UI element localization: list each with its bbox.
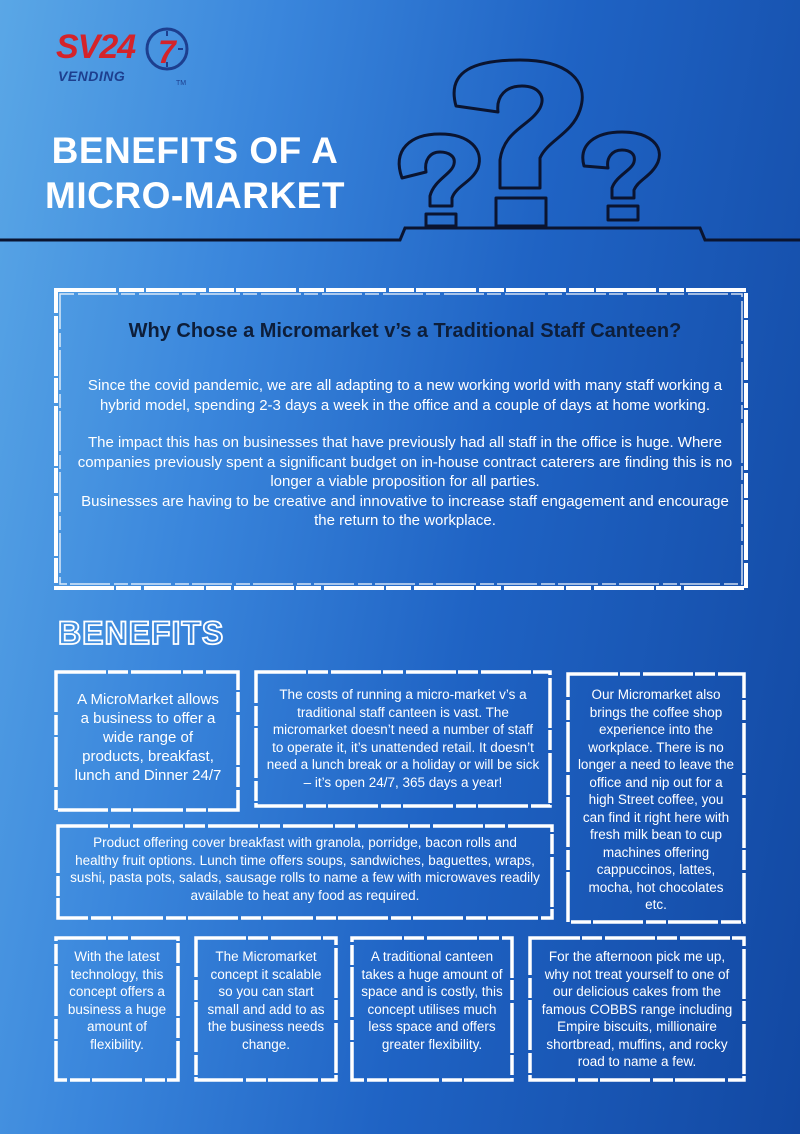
benefit-text-6: The Micromarket concept it scalable so you can start small and add to as the business needs change. [207, 949, 325, 1052]
benefit-text-7: A traditional canteen takes a huge amount of space and is costly, this concept utilises much less space and offers greater flexibility. [361, 949, 503, 1052]
logo-seven: 7 [158, 34, 176, 70]
benefit-text-1: A MicroMarket allows a business to offer a wide range of products, breakfast, lunch and Dinner 24/7 [74, 691, 222, 784]
page-title-line2: MICRO-MARKET [45, 175, 345, 216]
benefit-text-3: Our Micromarket also brings the coffee shop experience into the workplace. There is no longer a need to leave the office and nip out for a high Street coffee, you can find it right here with fresh milk bean to cup machines offering cappuccinos, lattes, mocha, hot chocolates etc. [577, 687, 735, 912]
intro-paragraph-3: Businesses are having to be creative and innovative to increase staff engagement and encourage the return to the workplace. [81, 492, 729, 529]
intro-paragraph-1: Since the covid pandemic, we are all adapting to a new working world with many staff working a hybrid model, spending 2-3 days a week in the office and a couple of days at home working. [87, 377, 723, 414]
benefit-text-8: For the afternoon pick me up, why not treat yourself to one of our delicious cakes from the famous COBBS range including Empire biscuits, millionaire shortbread, muffins, and rocky road to name a few. [541, 949, 733, 1069]
benefit-text-5: With the latest technology, this concept offers a business a huge amount of flexibility. [67, 949, 167, 1052]
intro-paragraph-2: The impact this has on businesses that have previously had all staff in the office is huge. Where companies previously spent a significant budget on in-house contract caterers are finding this is no longer a viable proposition for all parties. [77, 434, 733, 490]
logo-brand: SV24 [56, 28, 136, 66]
logo-trademark: TM [176, 80, 187, 87]
benefits-heading-text: BENEFITS [58, 615, 225, 651]
benefit-text-2: The costs of running a micro-market v’s a traditional staff canteen is vast. The micromarket doesn’t need a number of staff to operate it, it’s unattended retail. It doesn’t need a lunch break or a holiday or will be sick – it’s open 24/7, 365 days a year! [266, 687, 540, 790]
benefit-text-4: Product offering cover breakfast with granola, porridge, bacon rolls and healthy fruit options. Lunch time offers soups, sandwiches, baguettes, wraps, sushi, pasta pots, salads, sausage rolls to name a few with microwaves readily available to heat any food as required. [70, 835, 540, 903]
page-title-line1: BENEFITS OF A [51, 130, 339, 171]
logo-subtitle: VENDING [58, 68, 126, 84]
intro-heading: Why Chose a Micromarket v’s a Traditional Staff Canteen? [128, 320, 682, 342]
